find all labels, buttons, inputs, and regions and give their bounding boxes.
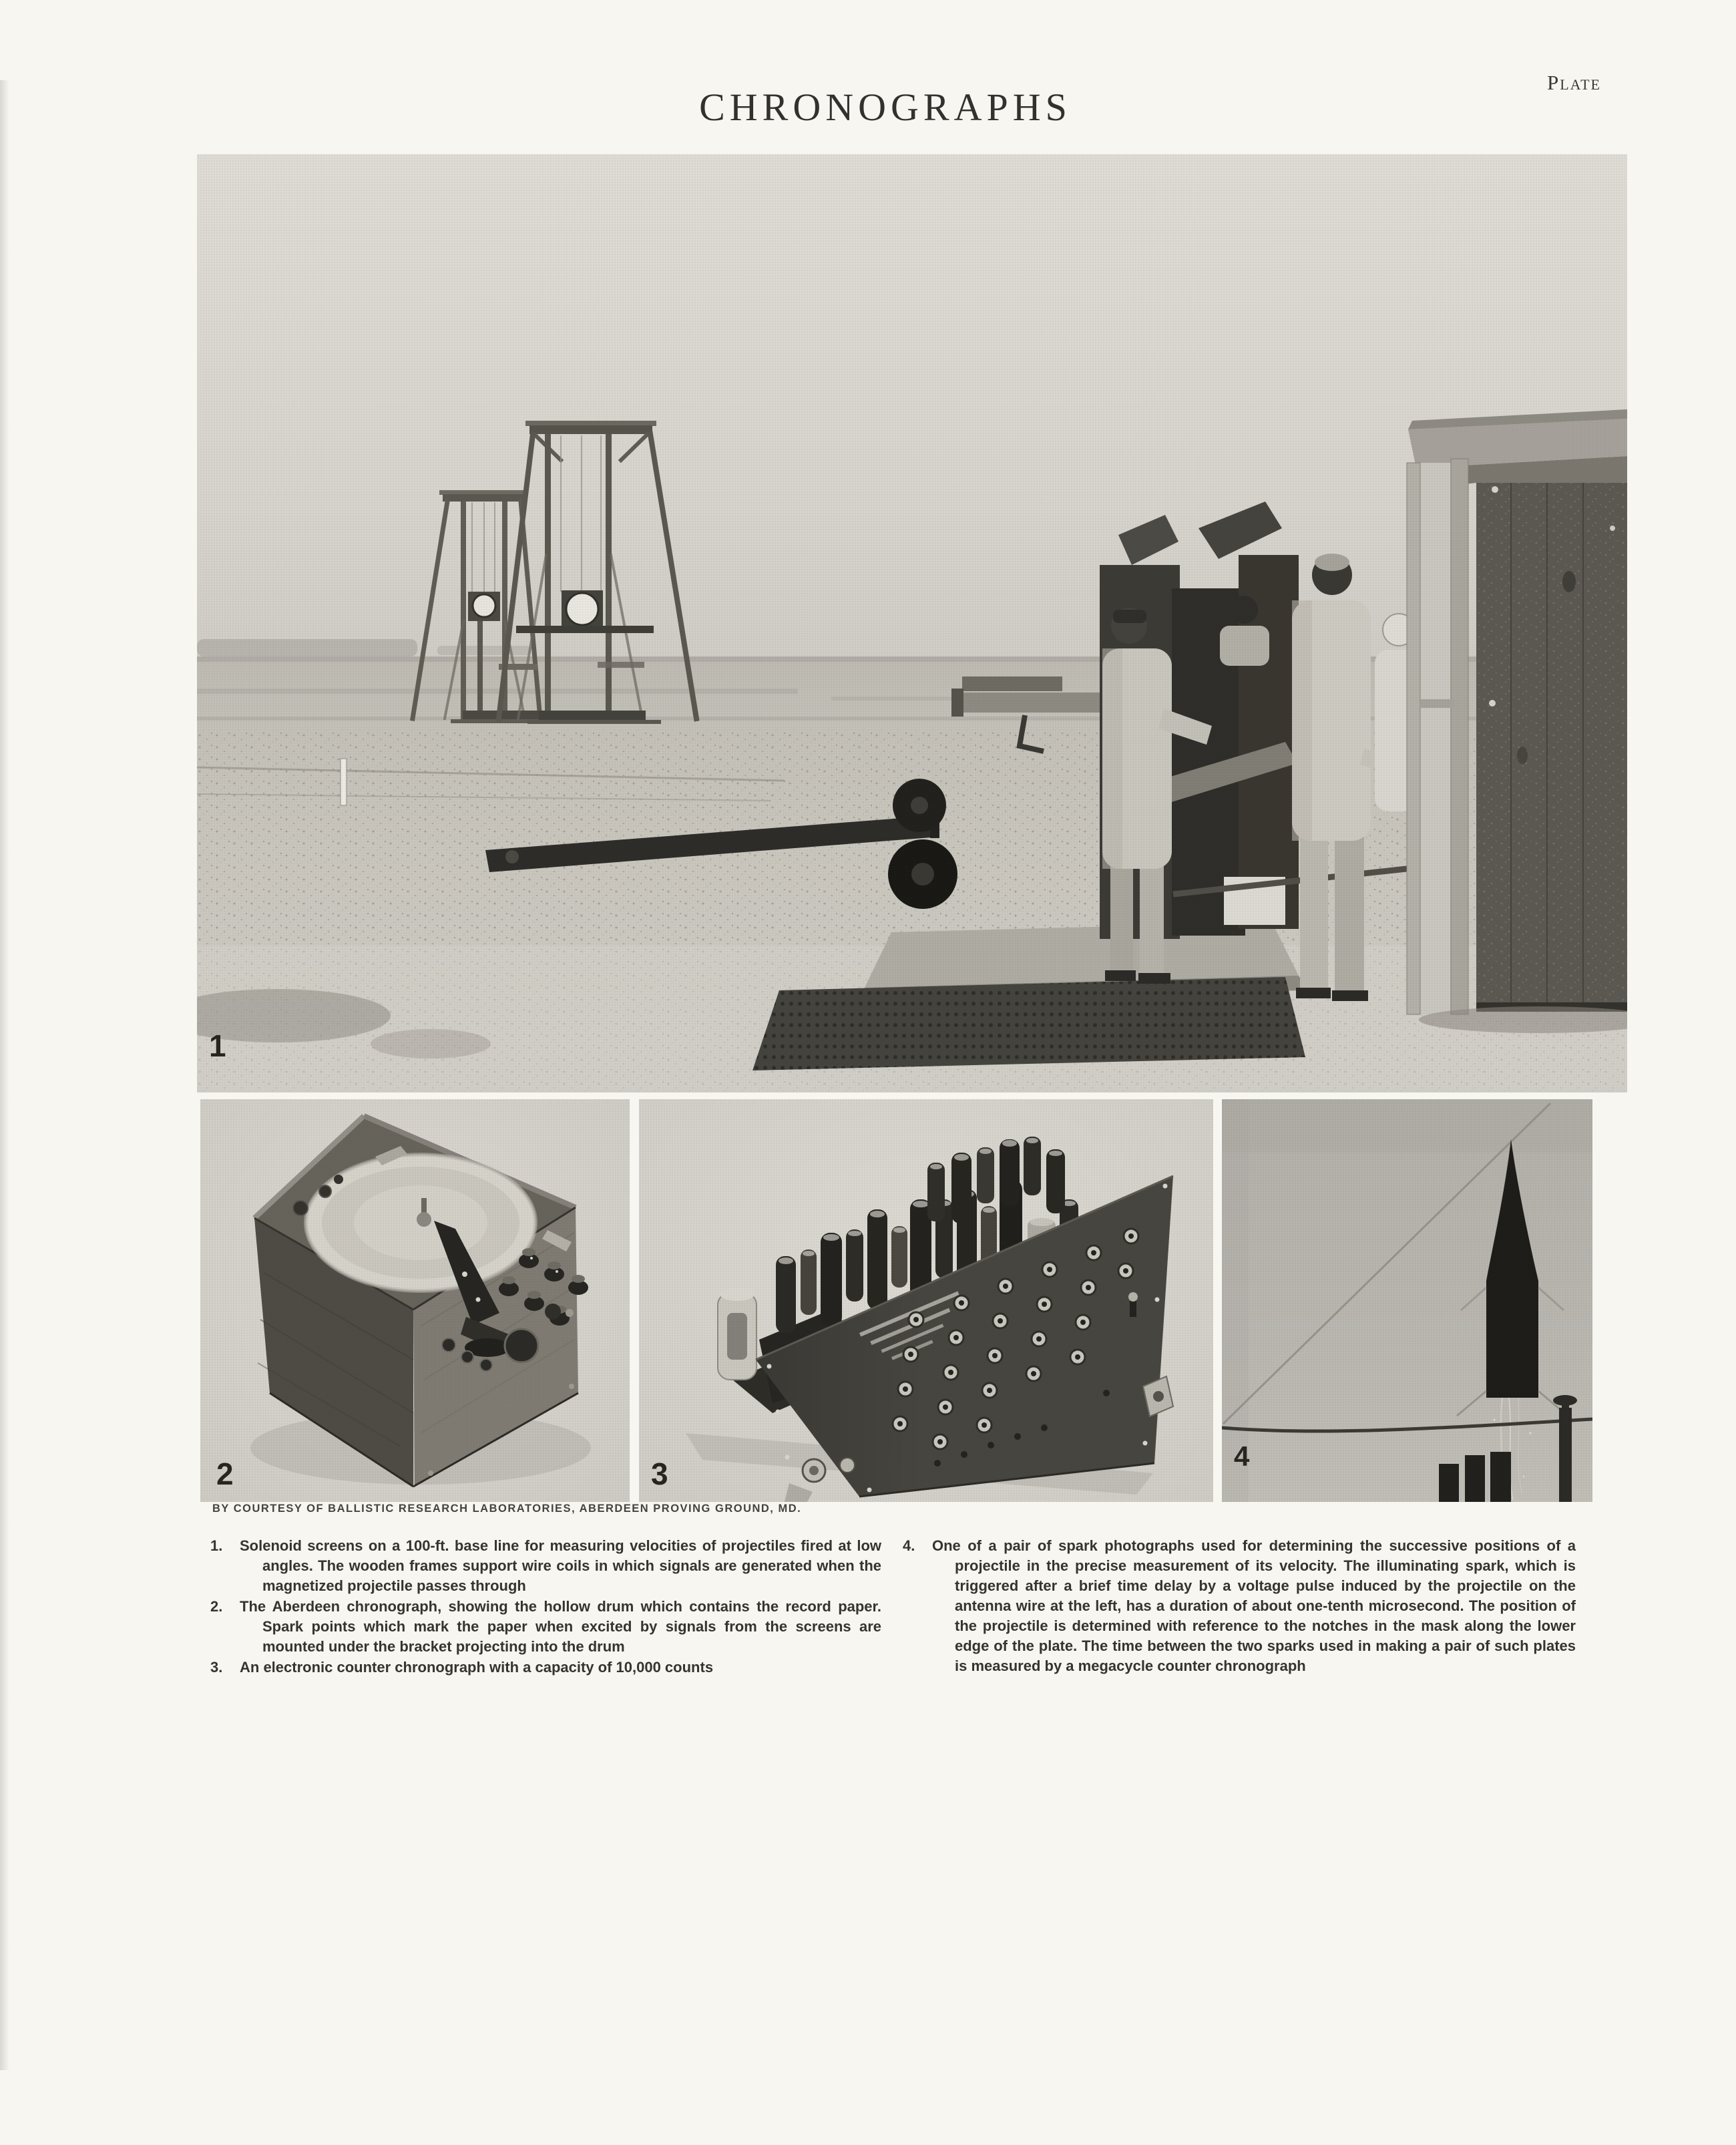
caption-number: 4. [903, 1537, 915, 1554]
photo-aberdeen-chronograph [200, 1099, 630, 1502]
caption-number: 1. [210, 1537, 223, 1554]
counter-chronograph-illustration [639, 1099, 1213, 1502]
caption-text: The Aberdeen chronograph, showing the hollow drum which contains the record paper. Spark points which mark the paper when excited by signals from the screens are mounted under the bracket projecting into the drum [240, 1598, 881, 1655]
figure-number-label: 4 [1234, 1440, 1250, 1472]
caption-number: 3. [210, 1659, 223, 1676]
figure-number-label: 1 [209, 1028, 226, 1063]
page-title: CHRONOGRAPHS [699, 85, 1072, 129]
scan-edge-shading [0, 80, 9, 2070]
spark-photograph-illustration [1222, 1099, 1592, 1502]
caption-text: An electronic counter chronograph with a capacity of 10,000 counts [240, 1659, 714, 1676]
caption-column-right [903, 1536, 1576, 1677]
photo-spark-photograph [1222, 1099, 1592, 1502]
caption-item-3 [210, 1658, 881, 1678]
caption-item-2 [210, 1597, 881, 1657]
photo-counter-chronograph [639, 1099, 1213, 1502]
photo-firing-range [197, 154, 1627, 1093]
caption-number: 2. [210, 1598, 223, 1615]
caption-item-4 [903, 1536, 1576, 1676]
toggle-switch [1130, 1300, 1136, 1317]
figure-number-label: 3 [651, 1456, 668, 1491]
caption-column-left [210, 1536, 881, 1678]
caption-item-1 [210, 1536, 881, 1596]
courtesy-line: BY COURTESY OF BALLISTIC RESEARCH LABORATORIES, ABERDEEN PROVING GROUND, MD. [212, 1503, 802, 1515]
caption-text: One of a pair of spark photographs used for determining the successive positions of a projectile in the precise measurement of its velocity. The illuminating spark, which is triggered after a brief time delay by a voltage pulse induced by the projectile on the antenna wire at the left, has a duration of about one-tenth microsecond. The position of the projectile is determined with reference to the notches in the mask along the lower edge of the plate. The time between the two sparks used in making a pair of such plates is measured by a megacycle counter chronograph [932, 1537, 1576, 1674]
figure-number-label: 2 [216, 1456, 234, 1491]
plate-label: Plate [1546, 71, 1601, 94]
aberdeen-chronograph-illustration [200, 1099, 630, 1502]
caption-text: Solenoid screens on a 100-ft. base line for measuring velocities of projectiles fired at low angles. The wooden frames support wire coils in which signals are generated when the magnetized projectile passes through [240, 1537, 881, 1594]
wooden-booth [1407, 409, 1627, 1033]
firing-range-illustration [197, 154, 1627, 1093]
